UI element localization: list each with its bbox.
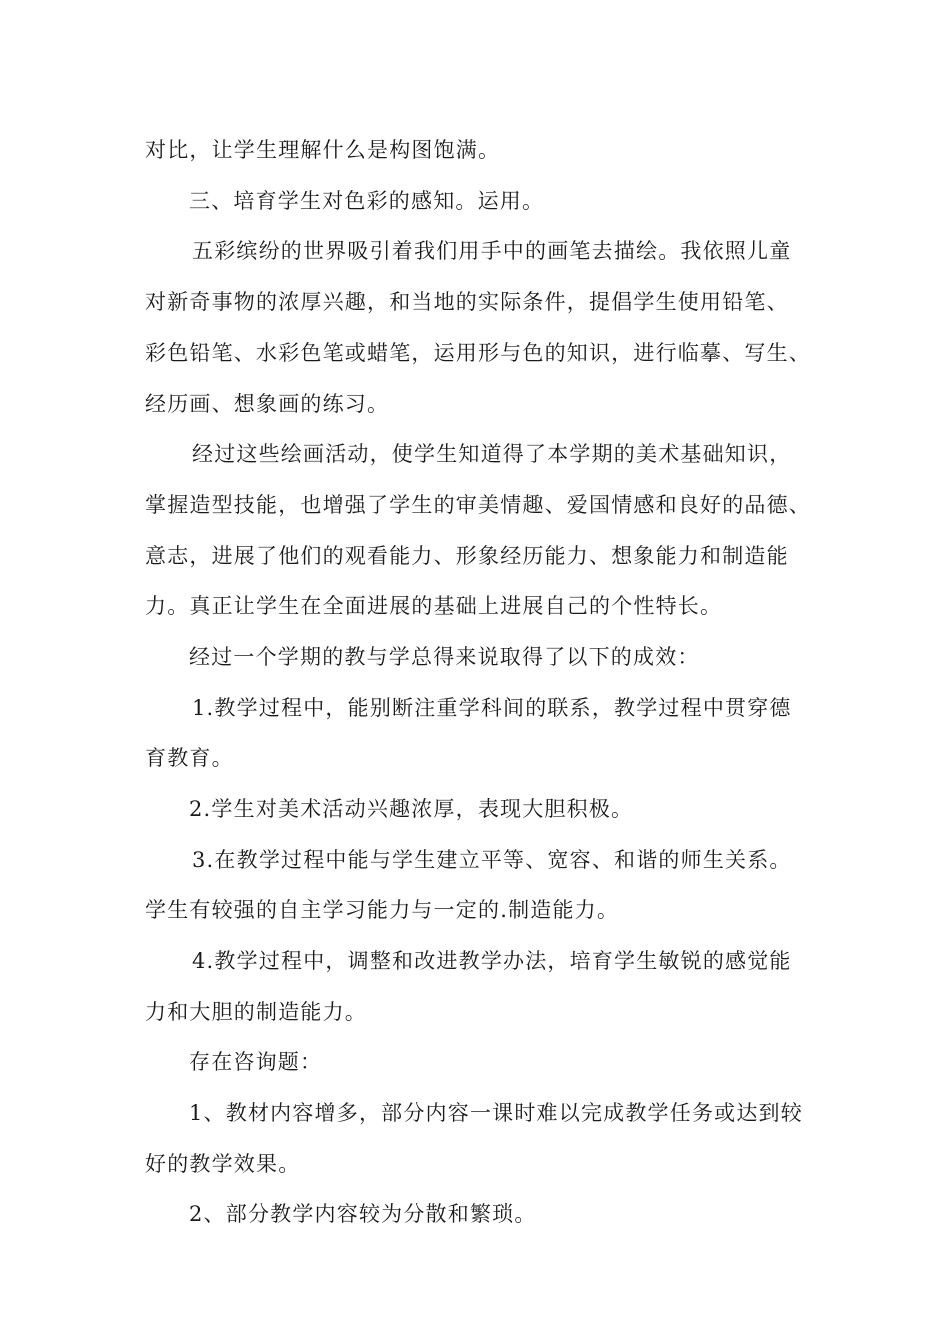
section-heading-3: 三、培育学生对色彩的感知。运用。 [189,189,545,213]
problem-item-1: 1、教材内容增多，部分内容一课时难以完成教学任务或达到较 [189,1101,803,1125]
text-line-1: 对比，让学生理解什么是构图饱满。 [145,138,501,162]
text-line-8: 掌握造型技能，也增强了学生的审美情趣、爱国情感和良好的品德、 [145,493,811,517]
text-line-11: 经过一个学期的教与学总得来说取得了以下的成效： [189,645,700,669]
list-item-2: 2.学生对美术活动兴趣浓厚，表现大胆积极。 [189,797,634,821]
problem-item-1-continued: 好的教学效果。 [145,1152,301,1176]
list-item-4-continued: 力和大胆的制造能力。 [145,1000,367,1024]
problem-item-2: 2、部分教学内容较为分散和繁琐。 [189,1202,537,1226]
text-line-9: 意志，进展了他们的观看能力、形象经历能力、想象能力和制造能 [145,544,789,568]
problems-heading: 存在咨询题： [189,1050,323,1074]
list-item-4: 4.教学过程中，调整和改进教学办法，培育学生敏锐的感觉能 [192,949,792,973]
list-item-1: 1.教学过程中，能别断注重学科间的联系，教学过程中贯穿德 [192,696,792,720]
text-line-10: 力。真正让学生在全面进展的基础上进展自己的个性特长。 [145,594,723,618]
list-item-3: 3.在教学过程中能与学生建立平等、宽容、和谐的师生关系。 [192,848,792,872]
list-item-3-continued: 学生有较强的自主学习能力与一定的.制造能力。 [145,898,620,922]
list-item-1-continued: 育教育。 [145,746,234,770]
text-line-6: 经历画、想象画的练习。 [145,392,390,416]
text-line-5: 彩色铅笔、水彩色笔或蜡笔，运用形与色的知识，进行临摹、写生、 [145,341,811,365]
text-line-7: 经过这些绘画活动，使学生知道得了本学期的美术基础知识， [192,442,792,466]
text-line-4: 对新奇事物的浓厚兴趣，和当地的实际条件，提倡学生使用铅笔、 [145,290,789,314]
text-line-3: 五彩缤纷的世界吸引着我们用手中的画笔去描绘。我依照儿童 [192,239,792,263]
